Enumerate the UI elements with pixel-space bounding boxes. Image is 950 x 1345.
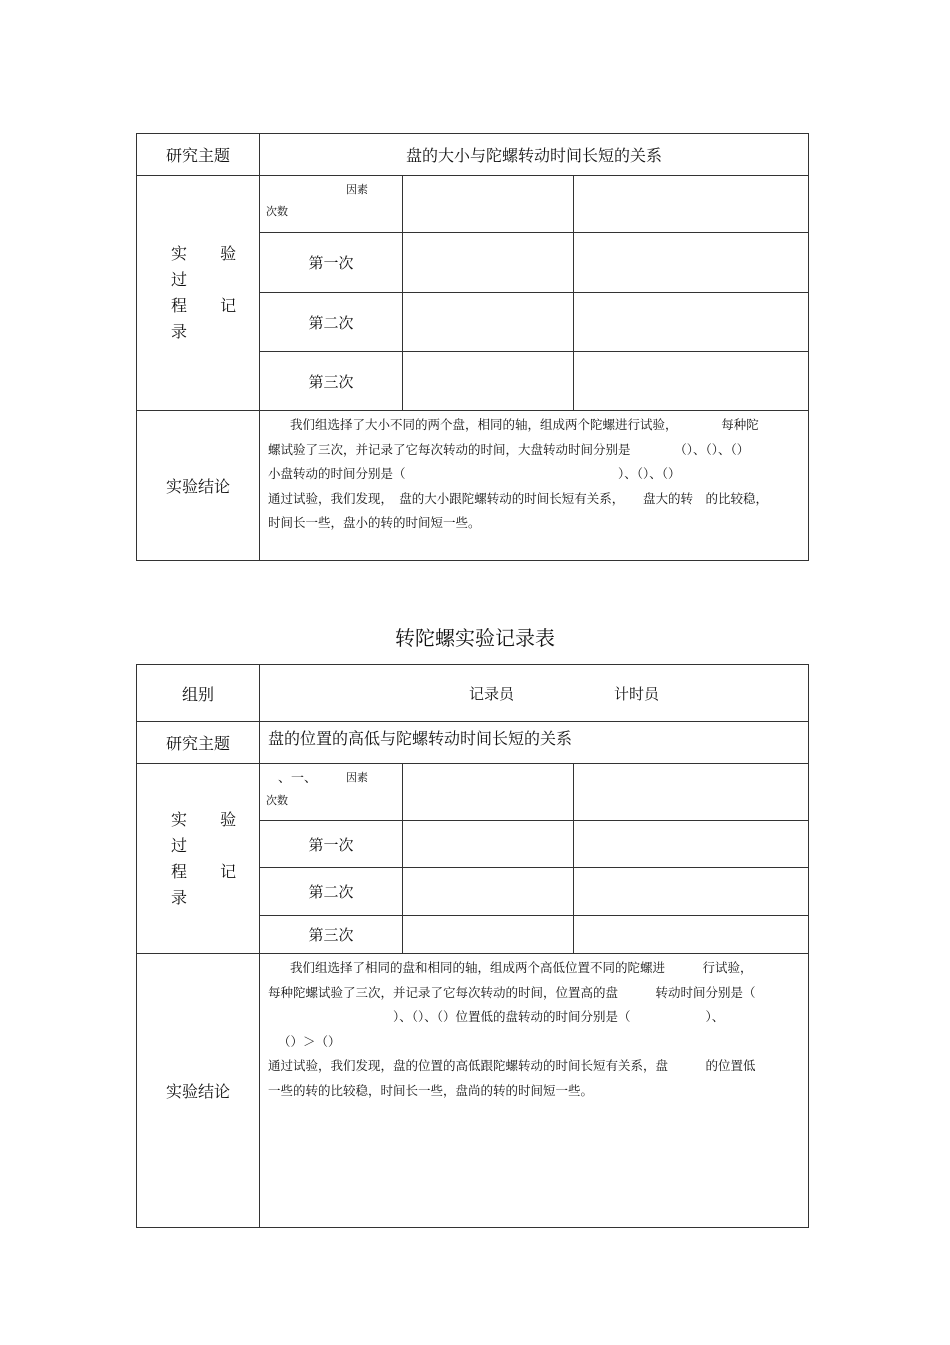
topic-value: 盘的大小与陀螺转动时间长短的关系 xyxy=(260,134,809,176)
group-label: 组别 xyxy=(137,665,260,722)
row-label-3: 第三次 xyxy=(260,352,403,411)
value-cell-2-2[interactable] xyxy=(574,868,809,916)
factor-cell-2[interactable] xyxy=(574,176,809,233)
topic-label: 研究主题 xyxy=(137,722,260,764)
conclusion-line: 时间长一些，盘小的转的时间短一些。 xyxy=(268,515,481,530)
row-label-3: 第三次 xyxy=(260,916,403,954)
process-label xyxy=(137,176,260,411)
process-label-line2: 程 记 录 xyxy=(171,861,251,907)
conclusion-label: 实验结论 xyxy=(137,954,260,1228)
value-cell-1-2[interactable] xyxy=(574,821,809,868)
value-cell-3-1[interactable] xyxy=(403,916,574,954)
value-cell-2-2[interactable] xyxy=(574,293,809,352)
conclusion-line: 我们组选择了大小不同的两个盘，相同的轴，组成两个陀螺进行试验， 每种陀 xyxy=(290,417,759,432)
process-label-line1: 实 验 过 xyxy=(171,809,251,855)
conclusion-label: 实验结论 xyxy=(137,411,260,561)
conclusion-text xyxy=(260,954,809,1228)
row-label-1: 第一次 xyxy=(260,233,403,293)
conclusion-line: （）＞（） xyxy=(278,1033,341,1049)
conclusion-line: 每种陀螺试验了三次，并记录了它每次转动的时间，位置高的盘 转动时间分别是（ xyxy=(268,984,756,1000)
header-factor: 因素 xyxy=(346,771,368,784)
row-label-2: 第二次 xyxy=(260,293,403,352)
factor-count-header xyxy=(260,176,403,233)
factor-cell-1[interactable] xyxy=(403,764,574,821)
factor-count-header xyxy=(260,764,403,821)
header-count: 次数 xyxy=(266,794,288,807)
header-factor: 因素 xyxy=(346,183,368,196)
timer-label: 计时员 xyxy=(614,684,660,703)
value-cell-1-2[interactable] xyxy=(574,233,809,293)
roles-cell xyxy=(260,665,809,722)
value-cell-3-2[interactable] xyxy=(574,352,809,411)
conclusion-line: 我们组选择了相同的盘和相同的轴，组成两个高低位置不同的陀螺进 行试验， xyxy=(290,960,753,975)
value-cell-3-1[interactable] xyxy=(403,352,574,411)
topic-value: 盘的位置的高低与陀螺转动时间长短的关系 xyxy=(260,722,809,764)
factor-cell-1[interactable] xyxy=(403,176,574,233)
conclusion-line: 螺试验了三次，并记录了它每次转动的时间，大盘转动时间分别是 （）、（）、（） xyxy=(268,441,750,457)
value-cell-3-2[interactable] xyxy=(574,916,809,954)
conclusion-line: 通过试验，我们发现， 盘的大小跟陀螺转动的时间长短有关系， 盘大的转 的比较稳， xyxy=(268,490,769,506)
process-label-line1: 实 验 过 xyxy=(171,244,251,289)
experiment-table-size xyxy=(136,133,809,561)
value-cell-2-1[interactable] xyxy=(403,868,574,916)
recorder-label: 记录员 xyxy=(468,684,514,703)
conclusion-line: 一些的转的比较稳，时间长一些，盘尚的转的时间短一些。 xyxy=(268,1082,594,1098)
process-label xyxy=(137,764,260,954)
form-title: 转陀螺实验记录表 xyxy=(395,626,555,650)
process-label-line2: 程 记 录 xyxy=(171,296,251,341)
row-label-2: 第二次 xyxy=(260,868,403,916)
header-mark: 、一、 xyxy=(278,771,318,786)
conclusion-text xyxy=(260,411,809,561)
value-cell-2-1[interactable] xyxy=(403,293,574,352)
row-label-1: 第一次 xyxy=(260,821,403,868)
value-cell-1-1[interactable] xyxy=(403,821,574,868)
factor-cell-2[interactable] xyxy=(574,764,809,821)
conclusion-line: 通过试验，我们发现，盘的位置的高低跟陀螺转动的时间长短有关系，盘 的位置低 xyxy=(268,1058,756,1073)
experiment-table-position xyxy=(136,664,809,1228)
header-count: 次数 xyxy=(266,205,288,218)
conclusion-line: ）、（）、（）位置低的盘转动的时间分别是（ ）、 xyxy=(268,1009,725,1024)
topic-label: 研究主题 xyxy=(137,134,260,176)
value-cell-1-1[interactable] xyxy=(403,233,574,293)
conclusion-line: 小盘转动的时间分别是（ ）、（）、（） xyxy=(268,466,681,481)
